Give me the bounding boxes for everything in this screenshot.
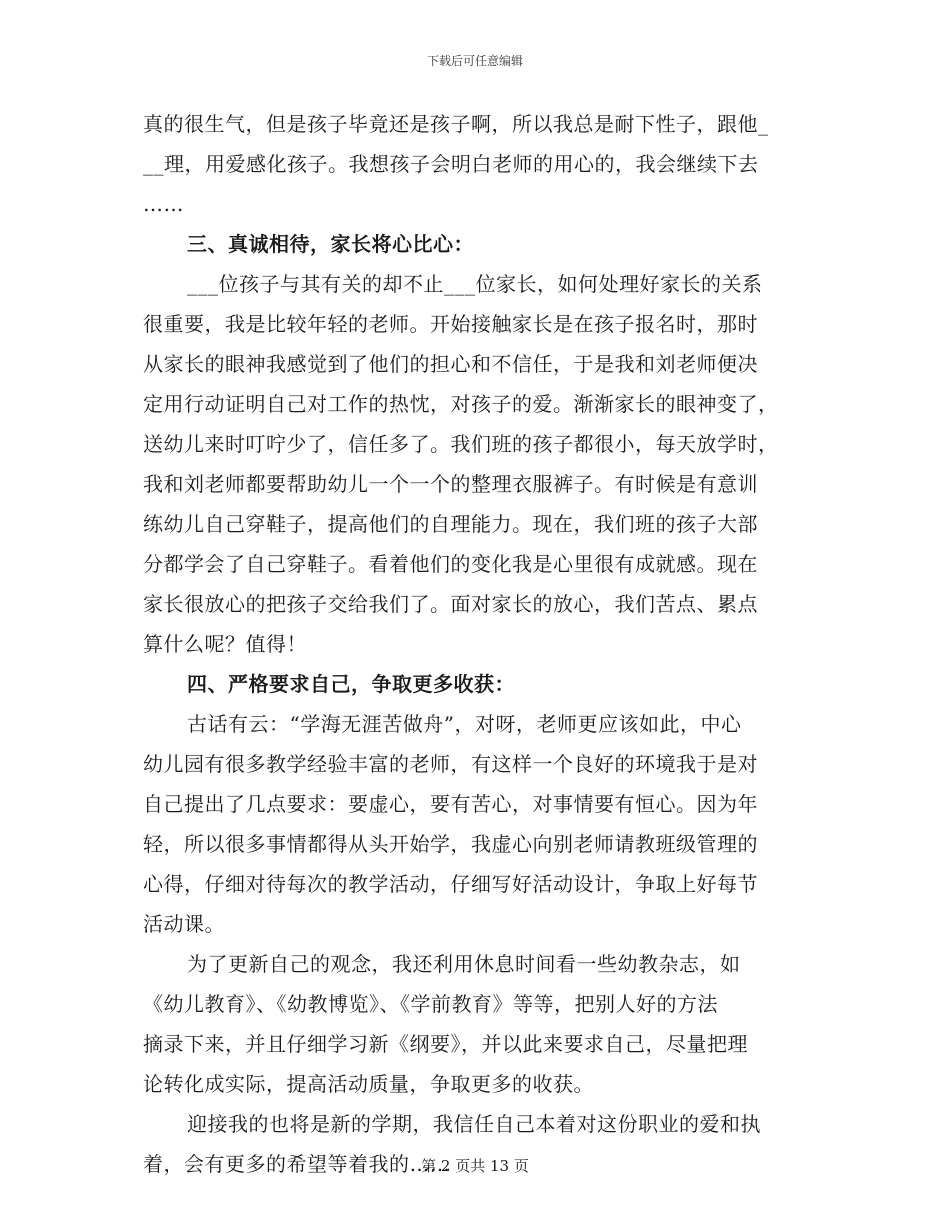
body-line: ___位孩子与其有关的却不止___位家长，如何处理好家长的关系 [187, 272, 763, 296]
header-note: 下载后可任意编辑 [426, 54, 523, 68]
body-line: 幼儿园有很多教学经验丰富的老师，有这样一个良好的环境我于是对 [143, 752, 758, 776]
body-line: 迎接我的也将是新的学期，我信任自己本着对这份职业的爱和执 [187, 1112, 761, 1136]
body-line: 我和刘老师都要帮助幼儿一个一个的整理衣服裤子。有时候是有意训 [143, 472, 758, 496]
body-line: 真的很生气，但是孩子毕竟还是孩子啊，所以我总是耐下性子，跟他_ [143, 112, 769, 136]
body-line: __理，用爱感化孩子。我想孩子会明白老师的用心的，我会继续下去 [143, 152, 759, 176]
section-heading-4: 四、严格要求自己，争取更多收获： [187, 672, 515, 696]
page-footer: 第 2 页共 13 页 [421, 1157, 529, 1175]
body-line: 算什么呢？值得！ [143, 632, 307, 656]
document-body [143, 104, 808, 1184]
body-line: …… [143, 192, 184, 216]
body-line: 轻，所以很多事情都得从头开始学，我虚心向别老师请教班级管理的 [143, 832, 758, 856]
body-line: 活动课。 [143, 912, 225, 936]
body-line: 很重要，我是比较年轻的老师。开始接触家长是在孩子报名时，那时 [143, 312, 758, 336]
body-line: 送幼儿来时叮咛少了，信任多了。我们班的孩子都很小，每天放学时， [143, 432, 779, 456]
body-line: 着，会有更多的希望等着我的…… [143, 1152, 451, 1176]
body-line: 摘录下来，并且仔细学习新《纲要》，并以此来要求自己，尽量把理 [143, 1032, 748, 1056]
body-line: 分都学会了自己穿鞋子。看着他们的变化我是心里很有成就感。现在 [143, 552, 758, 576]
body-line: 从家长的眼神我感觉到了他们的担心和不信任，于是我和刘老师便决 [143, 352, 758, 376]
body-line: 《幼儿教育》、《幼教博览》、《学前教育》等等，把别人好的方法 [143, 992, 718, 1016]
body-line: 古话有云：“学海无涯苦做舟”，对呀，老师更应该如此，中心 [187, 712, 742, 736]
body-line: 心得，仔细对待每次的教学活动，仔细写好活动设计，争取上好每节 [143, 872, 758, 896]
section-heading-3: 三、真诚相待，家长将心比心： [187, 232, 474, 256]
body-line: 定用行动证明自己对工作的热忱，对孩子的爱。渐渐家长的眼神变了， [143, 392, 779, 416]
body-line: 为了更新自己的观念，我还利用休息时间看一些幼教杂志，如 [187, 952, 741, 976]
body-line: 练幼儿自己穿鞋子，提高他们的自理能力。现在，我们班的孩子大部 [143, 512, 758, 536]
body-line: 自己提出了几点要求：要虚心，要有苦心，对事情要有恒心。因为年 [143, 792, 758, 816]
body-line: 论转化成实际，提高活动质量，争取更多的收获。 [143, 1072, 594, 1096]
body-line: 家长很放心的把孩子交给我们了。面对家长的放心，我们苦点、累点 [143, 592, 758, 616]
